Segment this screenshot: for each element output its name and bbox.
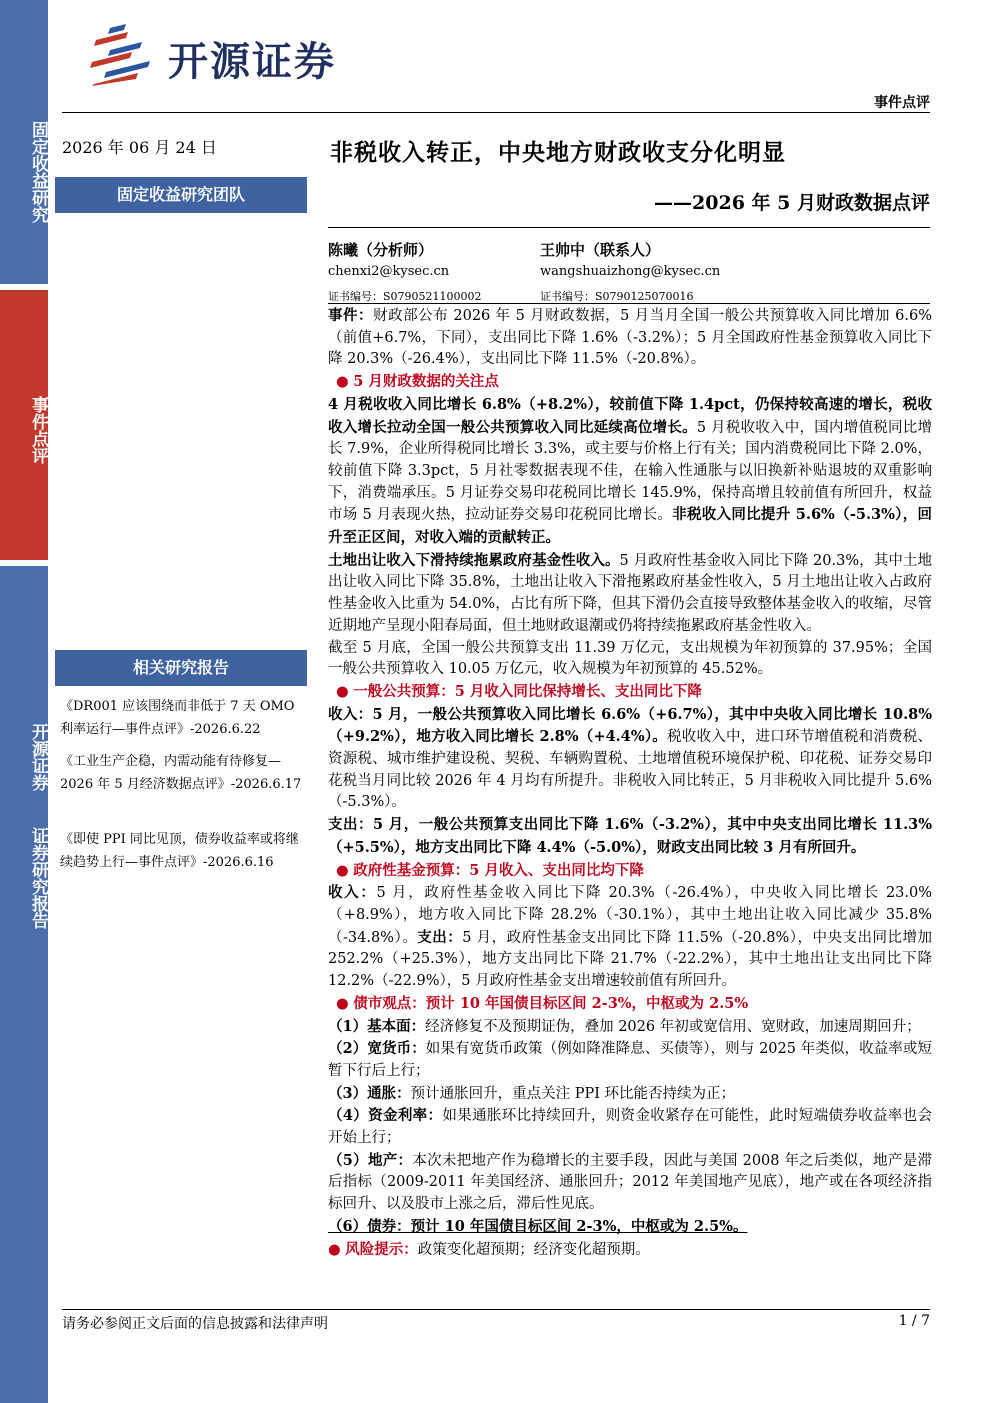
paragraph (328, 882, 932, 993)
author-rule (328, 303, 930, 304)
author-email[interactable]: wangshuaizhong@kysec.cn (540, 264, 721, 279)
related-heading: 相关研究报告 (55, 650, 307, 686)
risk-paragraph (328, 1239, 932, 1262)
bullet-icon: ● (336, 374, 349, 391)
sidebar-label-event: 事件点评 (28, 396, 48, 464)
related-report-item[interactable]: 《工业生产企稳，内需动能有待修复—2026 年 5 月经济数据点评》-2026.6.17 (60, 754, 302, 792)
related-report-item[interactable]: 《即使 PPI 同比见顶，债券收益率或将继续趋势上行—事件点评》-2026.6.16 (60, 832, 299, 870)
item-text: 本次未把地产作为稳增长的主要手段，因此与美国 2008 年之后类似，地产是滞后指标（2009-2011 年美国经济、通胀回升；2012 年美国地产见底），地产或在各项经济指标回升、以及股市上涨之后，滞后性见底。 (328, 1152, 932, 1213)
report-body (328, 305, 932, 1261)
bold-text: 收入： (328, 884, 377, 902)
item-label: （6）债券： (328, 1217, 411, 1235)
section-title: 5 月财政数据的关注点 (353, 373, 499, 391)
item-text: 经济修复不及预期证伪，叠加 2026 年初或宽信用、宽财政，加速周期回升； (425, 1018, 921, 1035)
event-paragraph (328, 305, 932, 371)
item-label: （1）基本面： (328, 1017, 426, 1035)
item-label: （5）地产： (328, 1151, 413, 1169)
item-text: 如果有宽货币政策（例如降准降息、买债等），则与 2025 年类似，收益率或短暂下行后上行； (328, 1041, 932, 1079)
header-rule (62, 112, 930, 113)
view-item (328, 1016, 932, 1039)
section-heading (328, 681, 932, 704)
paragraph (328, 704, 932, 815)
view-item (328, 1083, 932, 1106)
body-text: 税收收入中，进口环节增值税和消费税、资源税、城市维护建设税、契税、车辆购置税、土地增值税环境保护税、印花税、证券交易印花税当月同比较 2026 年 4 月均有所提升。非税收入同比转正，5 月非税收入同比提升 5.6%（-5.3%）。 (328, 729, 932, 811)
sidebar-label-kysec: 开源证券 (28, 723, 48, 791)
section-heading (328, 371, 932, 394)
bold-text: 支出： (417, 928, 463, 946)
risk-label: 风险提示： (345, 1240, 418, 1258)
section-title: 政府性基金预算：5 月收入、支出同比均下降 (353, 861, 644, 879)
event-text: 财政部公布 2026 年 5 月财政数据，5 月当月全国一般公共预算收入同比增加 6.6%（前值+6.7%，下同），支出同比下降 1.6%（-3.2%）；5 月全国政府性基金预算收入同比下降 20.3%（-26.4%），支出同比下降 11.5%（-20.8%）。 (328, 308, 933, 368)
bullet-icon: ● (336, 862, 349, 879)
body-text: 5 月，政府性基金支出同比下降 11.5%（-20.8%），中央支出同比增加 252.2%（+25.3%），地方支出同比下降 21.7%（-22.2%），其中土地出让支出同比下降 12.2%（-22.9%），5 月政府性基金支出增速较前值有所回升。 (328, 929, 933, 990)
section-title: 一般公共预算：5 月收入同比保持增长、支出同比下降 (353, 682, 702, 700)
brand-name: 开源证券 (168, 39, 336, 85)
body-text: 5 月税收收入中，国内增值税同比增长 7.9%，企业所得税同比增长 3.3%，或主要与价格上行有关；国内消费税同比下降 2.0%，较前值下降 3.3pct，5 月社零数据表现不佳，在输入性通胀与以旧换新补贴退坡的双重影响下，消费端承压。5 月证券交易印花税同比增长 145.9%，保持高增且较前值有所回升，权益市场 5 月表现火热，拉动证券交易印花税同比增长。 (328, 419, 933, 524)
body-text: 5 月，政府性基金收入同比下降 20.3%（-26.4%），中央收入同比增长 23.0%（+8.9%），地方收入同比下降 28.2%（-30.1%），其中土地出让收入同比减少 35.8%（-34.8%）。 (328, 885, 933, 946)
item-label: （3）通胀： (328, 1084, 411, 1102)
item-label: （4）资金利率： (328, 1107, 443, 1125)
bold-text: 4 月税收收入同比增长 6.8%（+8.2%），较前值下降 1.4pct，仍保持较高速的增长，税收收入增长拉动全国一般公共预算收入同比延续高位增长。 (328, 395, 932, 436)
section-title: 债市观点：预计 10 年国债目标区间 2-3%，中枢或为 2.5% (353, 994, 749, 1012)
body-text: 5 月政府性基金收入同比下降 20.3%，其中土地出让收入同比下降 35.8%，土地出让收入下滑拖累政府基金性收入，5 月土地出让收入占政府性基金收入比重为 54.0%，占比有所下降，但其下滑仍会直接导致整体基金收入的收缩，尽管近期地产呈现小阳春局面，但土地财政退潮或仍将持续拖累政府基金性收入。 (328, 552, 932, 634)
paragraph (328, 814, 932, 859)
author-email[interactable]: chenxi2@kysec.cn (328, 264, 450, 279)
section-heading (328, 860, 932, 883)
footer-disclaimer: 请务必参阅正文后面的信息披露和法律声明 (62, 1316, 328, 1332)
view-item (328, 1038, 932, 1082)
report-subtitle: ——2026 年 5 月财政数据点评 (654, 192, 930, 214)
author-name: 王帅中（联系人） (540, 241, 661, 259)
paragraph (328, 638, 932, 681)
kysec-logo-icon (88, 24, 164, 86)
sidebar-label-fixed-income: 固定收益研究 (28, 121, 48, 223)
item-text: 预计通胀回升，重点关注 PPI 环比能否持续为正； (410, 1085, 736, 1102)
bold-text: 支出：5 月，一般公共预算支出同比下降 1.6%（-3.2%），其中中央支出同比增长 11.3%（+5.5%），地方支出同比下降 4.4%（-5.0%），财政支出同比较 3 月有所回升。 (328, 816, 932, 856)
bold-text: 土地出让收入下滑持续拖累政府基金性收入。 (328, 551, 620, 569)
footer-rule (62, 1309, 930, 1310)
event-label: 事件： (328, 307, 374, 324)
sidebar-divider (0, 560, 48, 566)
doc-type: 事件点评 (874, 95, 930, 111)
item-text: 预计 10 年国债目标区间 2-3%，中枢或为 2.5%。 (410, 1217, 748, 1235)
item-label: （2）宽货币： (328, 1040, 426, 1058)
sidebar (0, 0, 48, 1403)
related-report-item[interactable]: 《DR001 应该围绕而非低于 7 天 OMO 利率运行—事件点评》-2026.6.22 (60, 699, 295, 737)
view-item (328, 1150, 932, 1216)
bullet-icon: ● (336, 683, 349, 700)
author-cert: 证书编号：S0790125070016 (540, 290, 694, 303)
bullet-icon: ● (336, 995, 349, 1012)
author-name: 陈曦（分析师） (328, 241, 434, 259)
paragraph (328, 394, 932, 550)
report-date: 2026 年 06 月 24 日 (62, 138, 217, 157)
bold-text: 非税收入同比提升 5.6%（-5.3%），回升至正区间，对收入端的贡献转正。 (328, 506, 932, 547)
body-text: 截至 5 月底，全国一般公共预算支出 11.39 万亿元，支出规模为年初预算的 37.95%；全国一般公共预算收入 10.05 万亿元，收入规模为年初预算的 45.52%。 (328, 639, 932, 678)
report-title: 非税收入转正，中央地方财政收支分化明显 (330, 139, 786, 166)
title-rule (328, 227, 930, 228)
bullet-icon: ● (328, 1241, 341, 1258)
author-cert: 证书编号：S0790521100002 (328, 290, 482, 303)
page-number: 1 / 7 (898, 1313, 930, 1329)
sidebar-label-research: 证券研究报告 (28, 827, 48, 929)
risk-text: 政策变化超预期；经济变化超预期。 (417, 1241, 650, 1258)
sidebar-divider (0, 284, 48, 290)
view-item (328, 1216, 932, 1239)
bold-text: 收入：5 月，一般公共预算收入同比增长 6.6%（+6.7%），其中中央收入同比增长 10.8%（+9.2%），地方收入同比增长 2.8%（+4.4%）。 (328, 705, 932, 746)
section-heading (328, 993, 932, 1016)
team-label: 固定收益研究团队 (55, 177, 307, 213)
paragraph (328, 550, 932, 638)
view-item (328, 1105, 932, 1149)
item-text: 如果通胀环比持续回升，则资金收紧存在可能性，此时短端债券收益率也会开始上行； (328, 1108, 932, 1147)
